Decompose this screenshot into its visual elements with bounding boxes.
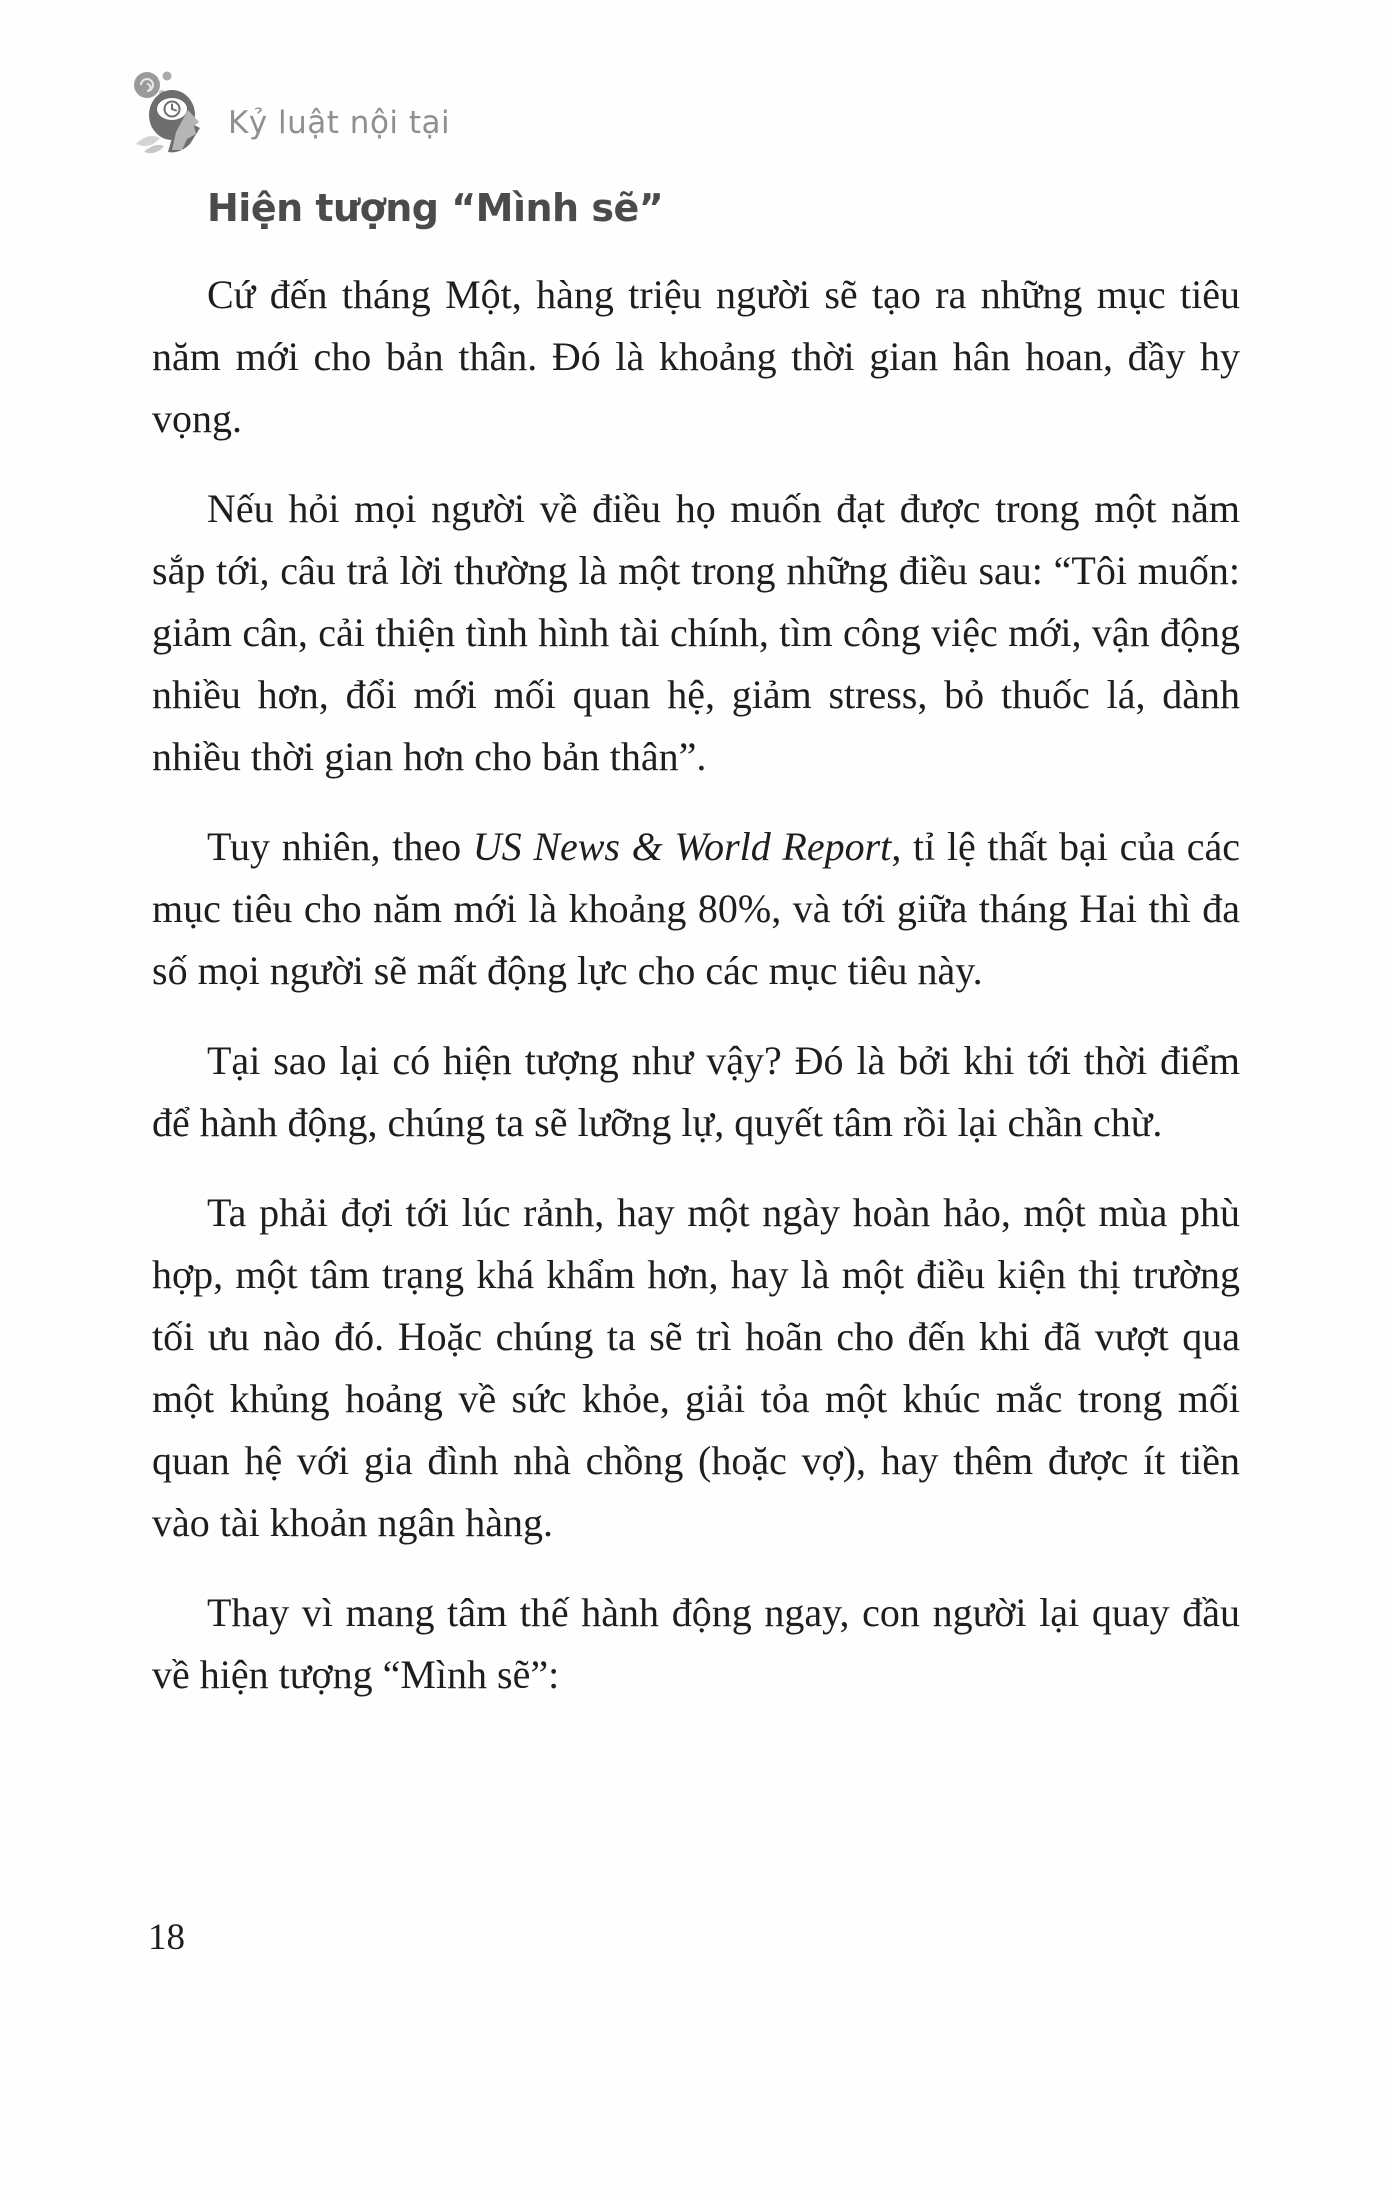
paragraph: [152, 1582, 1240, 1706]
paragraph-text: Thay vì mang tâm thế hành động ngay, con người lại quay đầu về hiện tượng “Mình sẽ”:: [152, 1590, 1240, 1697]
paragraph: [152, 264, 1240, 450]
paragraph-text: , tỉ lệ thất bại của các mục tiêu cho năm mới là khoảng 80%, và tới giữa tháng Hai thì đa số mọi người sẽ mất động lực cho các mục tiêu này.: [152, 824, 1241, 993]
paragraph-text: Ta phải đợi tới lúc rảnh, hay một ngày hoàn hảo, một mùa phù hợp, một tâm trạng khá khẩm hơn, hay là một điều kiện thị trường tối ưu nào đó. Hoặc chúng ta sẽ trì hoãn cho đến khi đã vượt qua một khủng hoảng về sức khỏe, giải tỏa một khúc mắc trong mối quan hệ với gia đình nhà chồng (hoặc vợ), hay thêm được ít tiền vào tài khoản ngân hàng.: [152, 1190, 1240, 1545]
paragraph-text: Cứ đến tháng Một, hàng triệu người sẽ tạo ra những mục tiêu năm mới cho bản thân. Đó là khoảng thời gian hân hoan, đầy hy vọng.: [152, 272, 1240, 441]
paragraph-text: Tại sao lại có hiện tượng như vậy? Đó là bởi khi tới thời điểm để hành động, chúng ta sẽ lưỡng lự, quyết tâm rồi lại chần chừ.: [152, 1038, 1240, 1145]
paragraph: [152, 1182, 1240, 1554]
citation-title: US News & World Report: [472, 824, 892, 869]
chapter-heading: Hiện tượng “Mình sẽ”: [207, 186, 664, 230]
paragraph-text: Tuy nhiên, theo: [207, 824, 473, 869]
paragraph: [152, 1030, 1240, 1154]
head-with-clock-icon: [126, 66, 210, 154]
paragraph-text: Nếu hỏi mọi người về điều họ muốn đạt được trong một năm sắp tới, câu trả lời thường là một trong những điều sau: “Tôi muốn: giảm cân, cải thiện tình hình tài chính, tìm công việc mới, vận động nhiều hơn, đổi mới mối quan hệ, giảm stress, bỏ thuốc lá, dành nhiều thời gian hơn cho bản thân”.: [152, 486, 1240, 779]
paragraph: [152, 816, 1240, 1002]
page-number: 18: [148, 1917, 185, 1958]
paragraph: [152, 478, 1240, 788]
book-title: Kỷ luật nội tại: [228, 105, 451, 141]
chapter-content: [152, 186, 1240, 1734]
running-header: [126, 66, 450, 154]
